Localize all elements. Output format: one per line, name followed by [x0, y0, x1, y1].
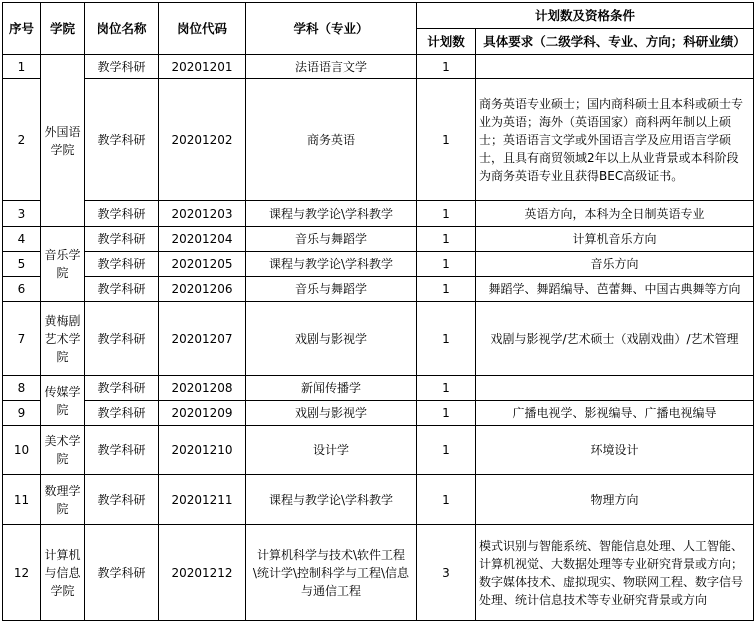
cell-major: 音乐与舞蹈学: [246, 227, 417, 252]
cell-post-code: 20201202: [159, 79, 246, 201]
cell-seq: 8: [3, 376, 41, 401]
cell-count: 1: [417, 79, 476, 201]
cell-college: 音乐学院: [41, 227, 85, 302]
table-row: [3, 426, 754, 475]
table-row: [3, 277, 754, 302]
cell-seq: 1: [3, 55, 41, 79]
header-major: 学科（专业）: [246, 3, 417, 55]
cell-post-name: 教学科研: [85, 79, 159, 201]
cell-post-code: 20201205: [159, 252, 246, 277]
cell-post-code: 20201212: [159, 525, 246, 621]
cell-requirements: 商务英语专业硕士；国内商科硕士且本科或硕士专业为英语；海外（英语国家）商科两年制以上硕士；英语语言文学或外国语言学及应用语言学硕士，且具有商贸领域2年以上从业背景或本科阶段为商务英语专业且获得BEC高级证书。: [476, 79, 754, 201]
cell-post-code: 20201208: [159, 376, 246, 401]
header-college: 学院: [41, 3, 85, 55]
cell-seq: 5: [3, 252, 41, 277]
cell-count: 1: [417, 227, 476, 252]
cell-post-code: 20201210: [159, 426, 246, 475]
cell-seq: 4: [3, 227, 41, 252]
cell-requirements: 物理方向: [476, 475, 754, 525]
cell-college: 美术学院: [41, 426, 85, 475]
cell-post-name: 教学科研: [85, 401, 159, 426]
header-plan-count: 计划数: [417, 29, 476, 55]
cell-college: 数理学院: [41, 475, 85, 525]
table-row: [3, 55, 754, 79]
cell-post-code: 20201204: [159, 227, 246, 252]
cell-major: 计算机科学与技术\软件工程\统计学\控制科学与工程\信息与通信工程: [246, 525, 417, 621]
table-row: [3, 401, 754, 426]
cell-requirements: 计算机音乐方向: [476, 227, 754, 252]
cell-post-code: 20201203: [159, 201, 246, 227]
header-plan-group: 计划数及资格条件: [417, 3, 754, 29]
cell-seq: 6: [3, 277, 41, 302]
cell-post-name: 教学科研: [85, 277, 159, 302]
cell-count: 1: [417, 426, 476, 475]
cell-post-name: 教学科研: [85, 302, 159, 376]
cell-college: 黄梅剧艺术学院: [41, 302, 85, 376]
cell-count: 1: [417, 401, 476, 426]
header-row: [3, 3, 754, 29]
table-row: [3, 227, 754, 252]
cell-count: 1: [417, 302, 476, 376]
cell-seq: 2: [3, 79, 41, 201]
cell-major: 课程与教学论\学科教学: [246, 475, 417, 525]
cell-seq: 11: [3, 475, 41, 525]
cell-major: 课程与教学论\学科教学: [246, 252, 417, 277]
header-post-name: 岗位名称: [85, 3, 159, 55]
table-row: [3, 252, 754, 277]
cell-major: 新闻传播学: [246, 376, 417, 401]
table-row: [3, 302, 754, 376]
table-row: [3, 475, 754, 525]
cell-requirements: [476, 55, 754, 79]
cell-post-name: 教学科研: [85, 201, 159, 227]
cell-seq: 7: [3, 302, 41, 376]
cell-seq: 3: [3, 201, 41, 227]
cell-seq: 10: [3, 426, 41, 475]
cell-requirements: 广播电视学、影视编导、广播电视编导: [476, 401, 754, 426]
cell-college: 计算机与信息学院: [41, 525, 85, 621]
cell-post-name: 教学科研: [85, 426, 159, 475]
header-seq: 序号: [3, 3, 41, 55]
cell-count: 1: [417, 55, 476, 79]
cell-post-code: 20201209: [159, 401, 246, 426]
cell-requirements: 音乐方向: [476, 252, 754, 277]
cell-count: 3: [417, 525, 476, 621]
cell-major: 法语语言文学: [246, 55, 417, 79]
cell-seq: 9: [3, 401, 41, 426]
cell-count: 1: [417, 201, 476, 227]
cell-major: 戏剧与影视学: [246, 401, 417, 426]
cell-post-code: 20201201: [159, 55, 246, 79]
cell-major: 课程与教学论\学科教学: [246, 201, 417, 227]
cell-major: 商务英语: [246, 79, 417, 201]
cell-requirements: 英语方向，本科为全日制英语专业: [476, 201, 754, 227]
cell-count: 1: [417, 277, 476, 302]
cell-post-code: 20201207: [159, 302, 246, 376]
cell-post-code: 20201206: [159, 277, 246, 302]
cell-post-name: 教学科研: [85, 55, 159, 79]
cell-count: 1: [417, 252, 476, 277]
cell-post-code: 20201211: [159, 475, 246, 525]
header-requirements: 具体要求（二级学科、专业、方向；科研业绩）: [476, 29, 754, 55]
recruitment-table: [2, 2, 754, 621]
cell-post-name: 教学科研: [85, 376, 159, 401]
table-row: [3, 525, 754, 621]
table-row: [3, 201, 754, 227]
cell-college: 外国语学院: [41, 55, 85, 227]
header-post-code: 岗位代码: [159, 3, 246, 55]
cell-requirements: 戏剧与影视学/艺术硕士（戏剧戏曲）/艺术管理: [476, 302, 754, 376]
cell-post-name: 教学科研: [85, 475, 159, 525]
cell-major: 音乐与舞蹈学: [246, 277, 417, 302]
cell-seq: 12: [3, 525, 41, 621]
cell-requirements: 环境设计: [476, 426, 754, 475]
table-row: [3, 79, 754, 201]
cell-post-name: 教学科研: [85, 525, 159, 621]
cell-requirements: [476, 376, 754, 401]
cell-count: 1: [417, 475, 476, 525]
cell-major: 设计学: [246, 426, 417, 475]
cell-post-name: 教学科研: [85, 227, 159, 252]
table-row: [3, 376, 754, 401]
cell-post-name: 教学科研: [85, 252, 159, 277]
cell-major: 戏剧与影视学: [246, 302, 417, 376]
cell-count: 1: [417, 376, 476, 401]
cell-college: 传媒学院: [41, 376, 85, 426]
cell-requirements: 模式识别与智能系统、智能信息处理、人工智能、计算机视觉、大数据处理等专业研究背景或方向；数字媒体技术、虚拟现实、物联网工程、数字信号处理、统计信息技术等专业研究背景或方向: [476, 525, 754, 621]
cell-requirements: 舞蹈学、舞蹈编导、芭蕾舞、中国古典舞等方向: [476, 277, 754, 302]
